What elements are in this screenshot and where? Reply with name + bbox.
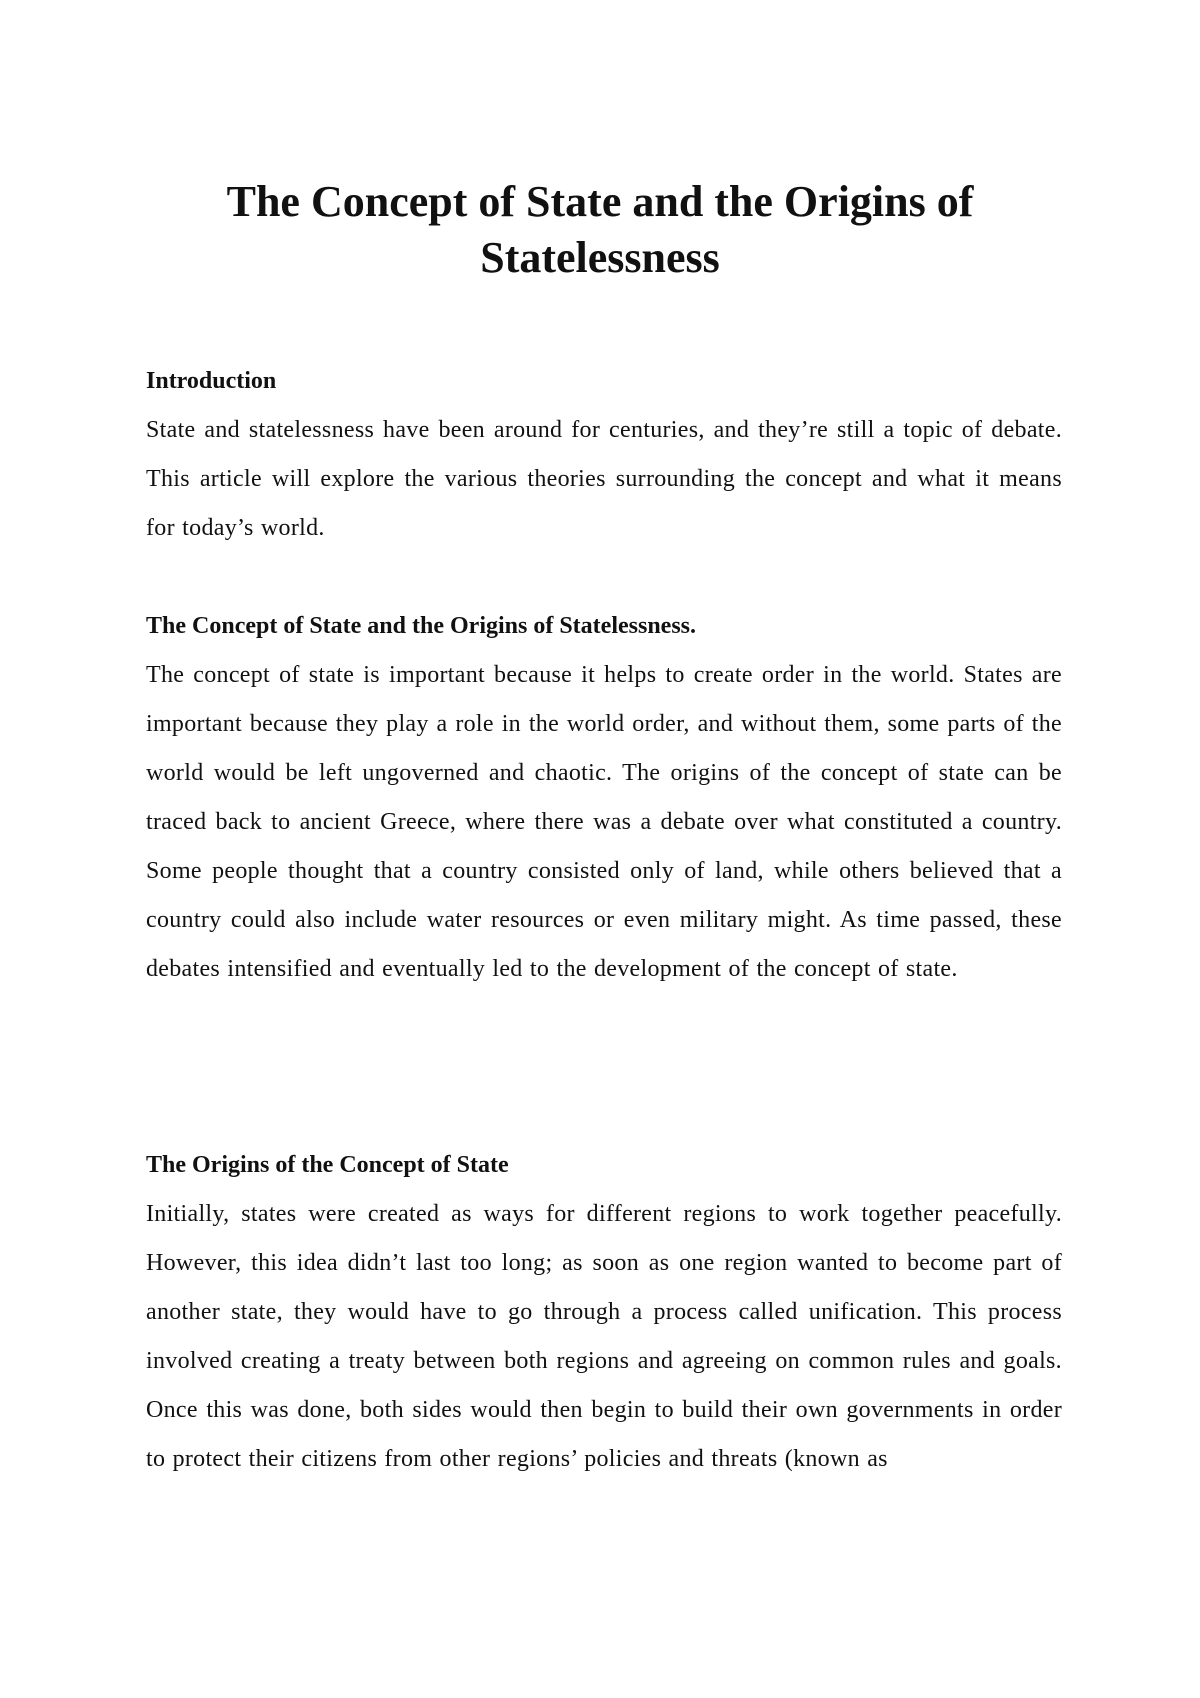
section-paragraph: Initially, states were created as ways for different regions to work together peacefully. However, this idea didn’t last too long; as soon as one region wanted to become part of another state, they would have to go through a process called unification. This process involved creating a treaty between both regions and agreeing on common rules and goals. Once this was done, both sides would then begin to build their own governments in order to protect their citizens from other regions’ policies and threats (known as	[146, 1201, 1062, 1472]
section-concept-of-state	[146, 602, 1062, 994]
section-origins-of-state	[146, 1141, 1062, 1484]
section-paragraph: State and statelessness have been around for centuries, and they’re still a topic of debate. This article will explore the various theories surrounding the concept and what it means for today’s world.	[146, 417, 1062, 541]
document-title: The Concept of State and the Origins of Statelessness	[226, 177, 974, 282]
section-introduction	[146, 357, 1062, 553]
section-heading: Introduction	[146, 368, 277, 394]
section-heading: The Concept of State and the Origins of Statelessness.	[146, 613, 696, 639]
section-paragraph: The concept of state is important because it helps to create order in the world. States are important because they play a role in the world order, and without them, some parts of the world would be left ungoverned and chaotic. The origins of the concept of state can be traced back to ancient Greece, where there was a debate over what constituted a country. Some people thought that a country consisted only of land, while others believed that a country could also include water resources or even military might. As time passed, these debates intensified and eventually led to the development of the concept of state.	[146, 662, 1062, 982]
section-heading: The Origins of the Concept of State	[146, 1152, 509, 1178]
